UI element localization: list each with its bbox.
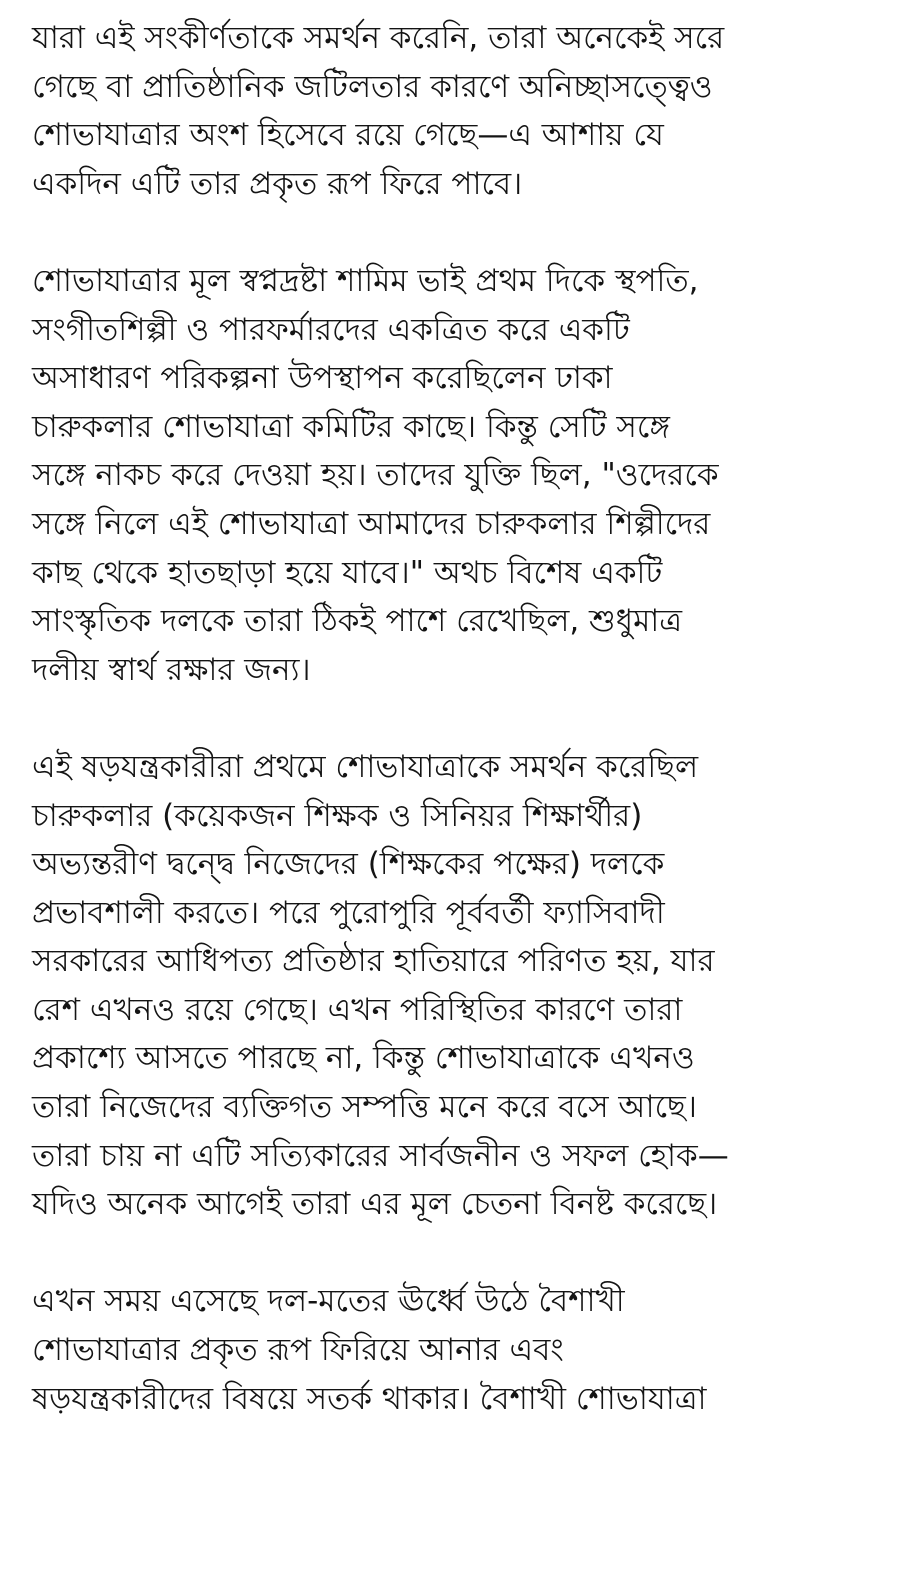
text-line: শোভাযাত্রার অংশ হিসেবে রয়ে গেছে—এ আশায় যে [32,117,664,154]
text-line: সঙ্গে নাকচ করে দেওয়া হয়। তাদের যুক্তি ছিল, "ওদেরকে [32,457,719,494]
text-line: প্রকাশ্যে আসতে পারছে না, কিন্তু শোভাযাত্রাকে এখনও [32,1040,695,1077]
text-line: প্রভাবশালী করতে। পরে পুরোপুরি পূর্ববর্তী ফ্যাসিবাদী [32,894,665,931]
text-line: সরকারের আধিপত্য প্রতিষ্ঠার হাতিয়ারে পরিণত হয়, যার [32,943,715,980]
article-body [32,14,902,1472]
text-line: সঙ্গে নিলে এই শোভাযাত্রা আমাদের চারুকলার শিল্পীদের [32,505,711,542]
paragraph-2 [32,257,902,694]
paragraph-3 [32,743,902,1229]
text-line: সাংস্কৃতিক দলকে তারা ঠিকই পাশে রেখেছিল, শুধুমাত্র [32,603,683,640]
text-line: তারা চায় না এটি সত্যিকারের সার্বজনীন ও সফল হোক— [32,1137,729,1174]
text-line: দলীয় স্বার্থ রক্ষার জন্য। [32,651,311,688]
text-line: সংগীতশিল্পী ও পারফর্মারদের একত্রিত করে একটি [32,311,630,348]
paragraph-4 [32,1277,902,1423]
text-line: ষড়যন্ত্রকারীদের বিষয়ে সতর্ক থাকার। বৈশাখী শোভাযাত্রা [32,1380,707,1417]
text-line: এখন সময় এসেছে দল-মতের ঊর্ধ্বে উঠে বৈশাখী [32,1283,625,1320]
text-line: তারা নিজেদের ব্যক্তিগত সম্পত্তি মনে করে বসে আছে। [32,1089,697,1126]
text-line: রেশ এখনও রয়ে গেছে। এখন পরিস্থিতির কারণে তারা [32,991,683,1028]
text-line: চারুকলার (কয়েকজন শিক্ষক ও সিনিয়র শিক্ষার্থীর) [32,797,643,834]
text-line: যারা এই সংকীর্ণতাকে সমর্থন করেনি, তারা অনেকেই সরে [32,20,725,56]
text-line: গেছে বা প্রাতিষ্ঠানিক জটিলতার কারণে অনিচ্ছাসত্ত্বেও [32,68,713,105]
text-line: শোভাযাত্রার প্রকৃত রূপ ফিরিয়ে আনার এবং [32,1332,564,1369]
text-line: অভ্যন্তরীণ দ্বন্দ্বে নিজেদের (শিক্ষকের পক্ষের) দলকে [32,846,665,883]
text-line: কাছ থেকে হাতছাড়া হয়ে যাবে।" অথচ বিশেষ একটি [32,554,663,591]
text-line: একদিন এটি তার প্রকৃত রূপ ফিরে পাবে। [32,165,523,202]
text-line: শোভাযাত্রার মূল স্বপ্নদ্রষ্টা শামিম ভাই প্রথম দিকে স্থপতি, [32,262,699,299]
text-line: যদিও অনেক আগেই তারা এর মূল চেতনা বিনষ্ট করেছে। [32,1186,718,1223]
paragraph-1 [32,14,902,208]
text-line: অসাধারণ পরিকল্পনা উপস্থাপন করেছিলেন ঢাকা [32,360,613,397]
text-line: চারুকলার শোভাযাত্রা কমিটির কাছে। কিন্তু সেটি সঙ্গে [32,408,670,445]
text-line: এই ষড়যন্ত্রকারীরা প্রথমে শোভাযাত্রাকে সমর্থন করেছিল [32,748,699,785]
